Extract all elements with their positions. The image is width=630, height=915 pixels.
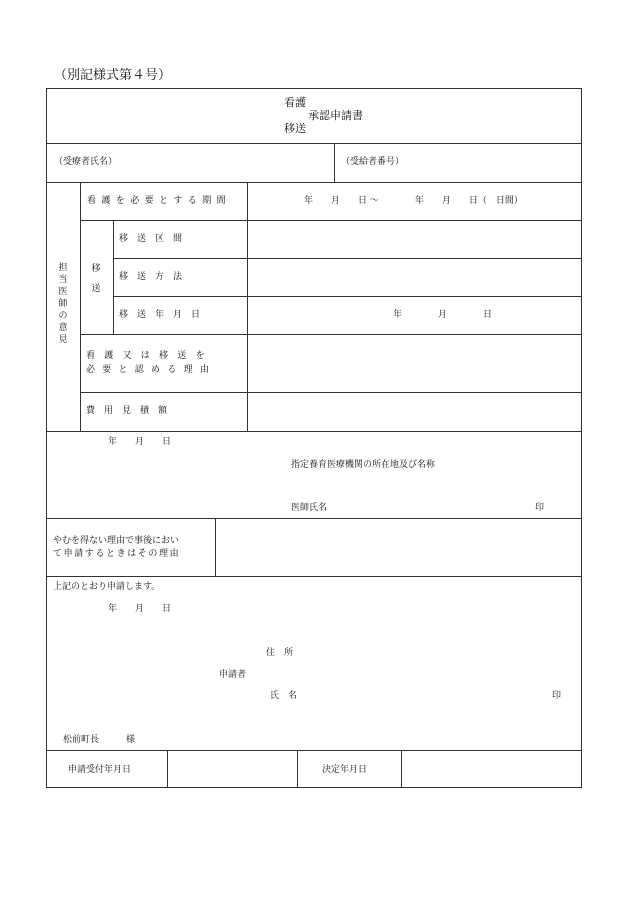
institution-date: 年 月 日 <box>108 437 172 447</box>
divider-late-reason-split <box>215 518 216 576</box>
form-number: （別記様式第４号） <box>54 68 172 83</box>
addressee: 松前町長 様 <box>63 735 136 745</box>
divider-application <box>46 750 582 751</box>
transfer-route-label: 移 送 区 間 <box>119 234 183 244</box>
divider-transfer-route <box>113 258 582 259</box>
transfer-date-label: 移 送 年 月 日 <box>119 310 201 320</box>
divider-footer-2 <box>297 750 298 788</box>
divider-doctor-values <box>247 182 248 431</box>
recipient-name-label: （受療者氏名） <box>54 157 118 167</box>
institution-name-label: 指定養育医療機関の所在地及び名称 <box>291 460 436 470</box>
divider-recipient-split <box>334 143 335 182</box>
divider-reason <box>80 392 582 393</box>
divider-side-label <box>80 182 81 431</box>
applicant-label: 申請者 <box>219 670 247 680</box>
doctor-name-label: 医師氏名 <box>291 503 328 513</box>
applicant-seal: 印 <box>552 691 562 701</box>
transfer-side-label: 移送 <box>91 264 101 294</box>
transfer-method-label: 移 送 方 法 <box>119 272 183 282</box>
divider-transfer-method <box>113 296 582 297</box>
title-nursing: 看護 <box>284 96 306 109</box>
divider-institution <box>46 518 582 519</box>
applicant-name-label: 氏 名 <box>270 691 298 701</box>
doctor-seal: 印 <box>535 503 545 513</box>
transfer-date-value: 年 月 日 <box>393 310 493 320</box>
application-statement: 上記のとおり申請します。 <box>53 582 161 592</box>
divider-footer-3 <box>401 750 402 788</box>
late-reason-label-line1: やむを得ない理由で事後におい <box>53 536 180 546</box>
divider-transfer-date <box>80 334 582 335</box>
title-transfer: 移送 <box>284 122 306 135</box>
reason-label-line2: 必 要 と 認 め る 理 由 <box>86 365 212 375</box>
late-reason-label-line2: て申請するときはその理由 <box>53 549 181 559</box>
divider-recipient <box>46 182 582 183</box>
cost-estimate-label: 費 用 見 積 額 <box>86 406 168 416</box>
recipient-number-label: （受給者番号） <box>341 157 405 167</box>
reason-label-line1: 看 護 又 は 移 送 を <box>86 351 208 361</box>
period-label: 看護を必要とする期間 <box>87 196 232 206</box>
period-value: 年 月 日 〜 年 月 日（ 日間） <box>304 196 523 206</box>
divider-doctor-section <box>46 431 582 432</box>
doctor-opinion-side-label: 担当医師の意見 <box>58 263 68 345</box>
divider-transfer-label <box>113 220 114 334</box>
received-date-label: 申請受付年月日 <box>68 765 132 775</box>
divider-title <box>46 143 582 144</box>
divider-period <box>80 220 582 221</box>
divider-footer-1 <box>167 750 168 788</box>
applicant-address-label: 住 所 <box>266 648 294 658</box>
decision-date-label: 決定年月日 <box>322 765 368 775</box>
title-main: 承認申請書 <box>308 109 363 122</box>
application-date: 年 月 日 <box>108 604 172 614</box>
divider-late-reason <box>46 576 582 577</box>
